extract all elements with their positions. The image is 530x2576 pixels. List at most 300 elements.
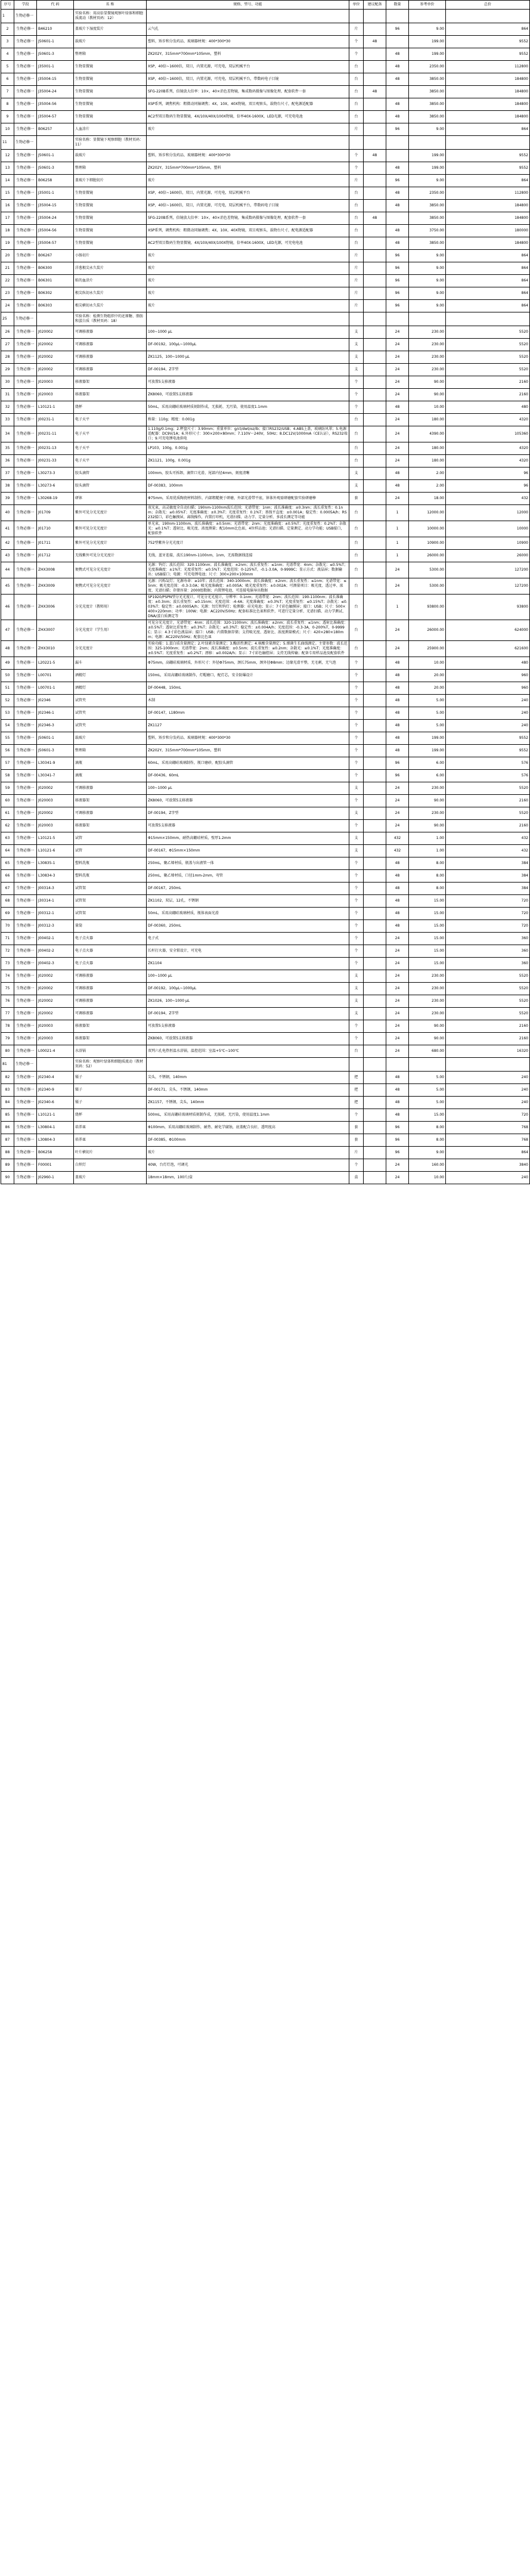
cell-code: J00402-1 [37, 933, 74, 945]
cell-total: 384 [446, 870, 530, 883]
cell-stage: 生物必修一 [14, 376, 37, 389]
cell-no: 1 [1, 10, 14, 23]
cell-recommended [364, 883, 386, 895]
cell-quantity: 96 [386, 275, 409, 287]
cell-no: 25 [1, 312, 14, 326]
cell-no: 73 [1, 958, 14, 970]
table-row [1, 641, 530, 657]
cell-total: 10000 [446, 521, 530, 537]
cell-unit-price: 15.00 [409, 958, 446, 970]
cell-unit-price: 90.00 [409, 376, 446, 389]
cell-spec: 玻片 [147, 175, 349, 187]
cell-unit: 个 [349, 908, 364, 920]
table-row [1, 770, 530, 782]
cell-stage: 生物必修一 [14, 262, 37, 275]
cell-name: 试管架 [74, 908, 147, 920]
cell-stage: 生物必修一 [14, 795, 37, 807]
cell-recommended [364, 1008, 386, 1020]
header-total: 总价 [446, 1, 530, 10]
cell-quantity: 24 [386, 493, 409, 505]
cell-spec: 长杆打火器，安全锁设计，可充电 [147, 945, 349, 958]
cell-unit-price: 199.00 [409, 36, 446, 48]
cell-unit: 个 [349, 150, 364, 162]
cell-unit: 台 [349, 426, 364, 442]
cell-recommended [364, 401, 386, 414]
cell-code [37, 312, 74, 326]
section-row [1, 136, 530, 150]
cell-total: 864 [446, 250, 530, 262]
cell-total: 240 [446, 720, 530, 732]
cell-unit: 台 [349, 111, 364, 123]
cell-recommended [364, 493, 386, 505]
cell-code: L30341-7 [37, 770, 74, 782]
cell-name: 生物显微镜 [74, 73, 147, 86]
cell-stage: 生物必修一 [14, 61, 37, 73]
cell-total: 184800 [446, 237, 530, 250]
cell-spec: DF-00192，100μL~1000μL [147, 983, 349, 995]
cell-unit: 个 [349, 401, 364, 414]
cell-recommended: 48 [364, 86, 386, 98]
cell-recommended [364, 695, 386, 707]
cell-name: 可调移液器 [74, 339, 147, 351]
cell-total: 112800 [446, 187, 530, 200]
cell-unit-price: 9.00 [409, 262, 446, 275]
cell-unit-price: 9.00 [409, 123, 446, 136]
cell-spec [147, 1058, 349, 1072]
cell-code: J35004-57 [37, 237, 74, 250]
cell-unit-price: 1.00 [409, 845, 446, 857]
cell-code: J00231-11 [37, 426, 74, 442]
cell-unit-price: 8.00 [409, 1122, 446, 1134]
cell-quantity: 48 [386, 707, 409, 720]
cell-recommended [364, 455, 386, 467]
cell-name: 可调移液器 [74, 970, 147, 983]
cell-unit: 个 [349, 732, 364, 745]
cell-unit-price: 3850.00 [409, 86, 446, 98]
cell-no: 5 [1, 61, 14, 73]
cell-no: 41 [1, 521, 14, 537]
cell-code: L30273-3 [37, 467, 74, 480]
cell-unit: 个 [349, 958, 364, 970]
cell-name: 便携式可见分光光度计 [74, 578, 147, 595]
table-row [1, 442, 530, 455]
cell-total: 96 [446, 467, 530, 480]
table-row [1, 578, 530, 595]
cell-no: 56 [1, 745, 14, 757]
cell-total: 2160 [446, 820, 530, 832]
cell-total: 5520 [446, 326, 530, 339]
cell-unit: 支 [349, 1008, 364, 1020]
cell-recommended [364, 480, 386, 493]
cell-unit: 支 [349, 995, 364, 1008]
cell-total: 10900 [446, 537, 530, 550]
table-row [1, 455, 530, 467]
cell-recommended [364, 426, 386, 442]
cell-total: 864 [446, 23, 530, 36]
cell-quantity: 24 [386, 958, 409, 970]
table-row [1, 467, 530, 480]
cell-name: 酒精灯 [74, 682, 147, 695]
cell-unit-price: 8.00 [409, 857, 446, 870]
cell-unit: 台 [349, 73, 364, 86]
table-row [1, 795, 530, 807]
cell-quantity: 24 [386, 970, 409, 983]
cell-total: 9552 [446, 732, 530, 745]
cell-spec: DF-00192，100μL~1000μL [147, 339, 349, 351]
cell-quantity: 48 [386, 467, 409, 480]
cell-spec: XSP，40倍~1600倍，双目，内置光源，可充电，双层机械平台，带数码电子目镜 [147, 200, 349, 212]
cell-spec: 100~1000 μL [147, 970, 349, 983]
cell-name: 培养皿 [74, 1134, 147, 1147]
cell-no: 21 [1, 262, 14, 275]
cell-stage: 生物必修一 [14, 1097, 37, 1109]
cell-recommended [364, 250, 386, 262]
cell-quantity: 24 [386, 442, 409, 455]
cell-code: J020003 [37, 820, 74, 832]
cell-name: 移液器架 [74, 376, 147, 389]
cell-total: 240 [446, 1172, 530, 1184]
cell-no: 68 [1, 895, 14, 908]
cell-total: 2160 [446, 1020, 530, 1033]
cell-no: 10 [1, 123, 14, 136]
cell-recommended [364, 578, 386, 595]
cell-no: 71 [1, 933, 14, 945]
cell-recommended [364, 745, 386, 757]
cell-no: 32 [1, 401, 14, 414]
cell-unit-price: 9.00 [409, 250, 446, 262]
cell-quantity: 96 [386, 757, 409, 770]
table-row [1, 150, 530, 162]
cell-code: J01709 [37, 505, 74, 521]
cell-stage: 生物必修一 [14, 832, 37, 845]
cell-no: 64 [1, 845, 14, 857]
cell-recommended [364, 339, 386, 351]
cell-unit-price: 199.00 [409, 732, 446, 745]
table-row [1, 720, 530, 732]
cell-unit: 台 [349, 61, 364, 73]
cell-code: J020002 [37, 970, 74, 983]
cell-spec [147, 10, 349, 23]
cell-unit [349, 312, 364, 326]
table-row [1, 682, 530, 695]
cell-quantity: 24 [386, 1020, 409, 1033]
cell-unit-price [409, 136, 446, 150]
cell-unit-price: 230.00 [409, 364, 446, 376]
cell-name: 可调移液器 [74, 995, 147, 1008]
cell-name: 载玻片 [74, 150, 147, 162]
cell-unit-price: 9.00 [409, 287, 446, 300]
cell-recommended [364, 720, 386, 732]
cell-no: 37 [1, 467, 14, 480]
cell-no: 70 [1, 920, 14, 933]
cell-spec: SFG-220B系列，倍镜放大倍率：10×，40×消色差物镜，集成数码摄像与图像处理，配套软件一套 [147, 86, 349, 98]
cell-no: 13 [1, 162, 14, 175]
cell-total: 576 [446, 770, 530, 782]
cell-code: J02346-3 [37, 720, 74, 732]
cell-unit-price: 230.00 [409, 351, 446, 364]
table-row [1, 262, 530, 275]
table-row [1, 857, 530, 870]
cell-total: 96 [446, 480, 530, 493]
cell-unit-price: 15.00 [409, 895, 446, 908]
cell-spec: 500mL，采用高硼硅玻璃材质刻制作成，无损耗、无污染，使用温度1.1mm [147, 1109, 349, 1122]
cell-quantity: 96 [386, 770, 409, 782]
cell-unit: 个 [349, 933, 364, 945]
cell-total: 240 [446, 707, 530, 720]
cell-name: 盖玻片下细胞切片 [74, 175, 147, 187]
cell-recommended [364, 111, 386, 123]
cell-code: J020003 [37, 795, 74, 807]
cell-recommended [364, 162, 386, 175]
cell-spec: 可放置5支移液器 [147, 820, 349, 832]
cell-stage: 生物必修一 [14, 123, 37, 136]
cell-recommended [364, 857, 386, 870]
cell-unit-price: 5300.00 [409, 562, 446, 578]
cell-spec: 玻片 [147, 287, 349, 300]
cell-no: 2 [1, 23, 14, 36]
cell-spec: XSP，40倍~1600倍，双目，内置光源，可充电，双层机械平台 [147, 187, 349, 200]
cell-spec: 实验功能：1.蛋白质含量测定；2.叶绿素含量测定；3.酶活性测定；4.核酸含量测定；5.细菌生长曲线测定。主要参数：波长范围：325-1000nm；光谱带宽：2nm；波长准确度：±0.5nm；波长重复性：≤0.2nm；杂散光：≤0.1%T；光度准确度：±0.5%T；光度重复性：≤0.2%T；漂移：≤0.002A/h；显示：7寸彩色触控屏；支持无线传输；配备专用样品池及配套软件 [147, 641, 349, 657]
cell-recommended [364, 782, 386, 795]
cell-quantity: 24 [386, 339, 409, 351]
cell-total: 180000 [446, 225, 530, 237]
cell-quantity: 24 [386, 620, 409, 641]
cell-unit: 把 [349, 1084, 364, 1097]
cell-unit-price: 5.00 [409, 1072, 446, 1084]
cell-code: J00402-3 [37, 958, 74, 970]
cell-unit-price: 5.00 [409, 1084, 446, 1097]
cell-recommended [364, 995, 386, 1008]
cell-quantity [386, 86, 409, 98]
cell-no: 88 [1, 1147, 14, 1159]
cell-code: J00231-1 [37, 414, 74, 426]
cell-unit: 支 [349, 970, 364, 983]
cell-quantity: 48 [386, 745, 409, 757]
cell-total: 432 [446, 493, 530, 505]
table-row [1, 595, 530, 620]
table-row [1, 339, 530, 351]
cell-stage: 生物必修一 [14, 933, 37, 945]
cell-no: 30 [1, 376, 14, 389]
cell-spec: ZK1102，双层，12孔，不锈钢 [147, 895, 349, 908]
cell-unit-price: 230.00 [409, 326, 446, 339]
cell-code: J50601-1 [37, 36, 74, 48]
cell-no: 63 [1, 832, 14, 845]
cell-recommended [364, 770, 386, 782]
cell-recommended [364, 505, 386, 521]
cell-recommended [364, 175, 386, 187]
cell-total: 360 [446, 945, 530, 958]
cell-recommended [364, 136, 386, 150]
cell-stage: 生物必修一 [14, 870, 37, 883]
cell-unit-price: 5.00 [409, 1097, 446, 1109]
header-row [1, 1, 530, 10]
cell-unit: 片 [349, 23, 364, 36]
cell-stage: 生物必修一 [14, 442, 37, 455]
table-row [1, 23, 530, 36]
cell-unit-price: 3750.00 [409, 225, 446, 237]
cell-stage: 生物必修一 [14, 275, 37, 287]
cell-quantity [386, 36, 409, 48]
cell-name: 试管夹 [74, 707, 147, 720]
cell-name: 移液器架 [74, 1020, 147, 1033]
cell-total: 384 [446, 857, 530, 870]
cell-unit-price: 180.00 [409, 442, 446, 455]
cell-unit: 片 [349, 262, 364, 275]
cell-quantity: 48 [386, 920, 409, 933]
cell-unit: 台 [349, 550, 364, 562]
cell-spec: 玻片 [147, 250, 349, 262]
table-row [1, 300, 530, 312]
table-row [1, 521, 530, 537]
cell-code: ZHX3008 [37, 562, 74, 578]
table-row [1, 1072, 530, 1084]
cell-name: 可调移液器 [74, 782, 147, 795]
cell-spec: ZK202Y，315mm*700mm*105mm，塑料 [147, 48, 349, 61]
cell-code: L30834-3 [37, 870, 74, 883]
cell-recommended [364, 376, 386, 389]
cell-code: B46210 [37, 23, 74, 36]
cell-quantity: 24 [386, 782, 409, 795]
table-row [1, 162, 530, 175]
cell-name: 生物显微镜 [74, 187, 147, 200]
cell-total: 12000 [446, 505, 530, 521]
cell-recommended [364, 1172, 386, 1184]
cell-no: 82 [1, 1072, 14, 1084]
cell-no: 83 [1, 1084, 14, 1097]
cell-name: 电子天平 [74, 442, 147, 455]
cell-code: J020002 [37, 339, 74, 351]
cell-spec: DF-00147，L180mm [147, 707, 349, 720]
cell-code: B06258 [37, 1147, 74, 1159]
cell-quantity: 48 [386, 200, 409, 212]
cell-no: 34 [1, 426, 14, 442]
cell-unit-price: 2350.00 [409, 61, 446, 73]
cell-unit: 片 [349, 300, 364, 312]
cell-stage: 生物必修一 [14, 111, 37, 123]
cell-name: 盖玻片下湿度装片 [74, 23, 147, 36]
cell-quantity: 48 [386, 225, 409, 237]
table-row [1, 670, 530, 682]
cell-spec: 塑料，矫步和分发药品、玻璃器材规：400*300*30 [147, 732, 349, 745]
cell-recommended [364, 920, 386, 933]
table-row [1, 1084, 530, 1097]
cell-name: 镊子 [74, 1072, 147, 1084]
cell-no: 77 [1, 1008, 14, 1020]
cell-recommended [364, 670, 386, 682]
cell-unit-price: 15.00 [409, 933, 446, 945]
cell-unit: 个 [349, 945, 364, 958]
cell-total: 5520 [446, 782, 530, 795]
cell-name: 可调移液器 [74, 351, 147, 364]
cell-recommended [364, 1084, 386, 1097]
cell-name: 可调移液器 [74, 326, 147, 339]
cell-code: J35004-15 [37, 73, 74, 86]
cell-stage: 生物必修一 [14, 695, 37, 707]
cell-spec: DF-00360，250mL [147, 920, 349, 933]
table-row [1, 364, 530, 376]
cell-stage: 生物必修一 [14, 807, 37, 820]
cell-stage: 生物必修一 [14, 895, 37, 908]
cell-total: 3840 [446, 1159, 530, 1172]
cell-quantity: 96 [386, 300, 409, 312]
cell-code: ZHX3010 [37, 641, 74, 657]
cell-code: L30804-1 [37, 1122, 74, 1134]
cell-stage: 生物必修一 [14, 770, 37, 782]
cell-quantity: 96 [386, 1147, 409, 1159]
table-row [1, 562, 530, 578]
cell-no: 62 [1, 820, 14, 832]
cell-quantity: 48 [386, 883, 409, 895]
cell-unit-price: 2.00 [409, 467, 446, 480]
cell-spec: ZK8060，可放置5支移液器 [147, 1033, 349, 1045]
cell-unit: 支 [349, 983, 364, 995]
cell-total: 720 [446, 920, 530, 933]
cell-unit-price: 90.00 [409, 1033, 446, 1045]
cell-total: 864 [446, 123, 530, 136]
cell-recommended [364, 895, 386, 908]
cell-no: 22 [1, 275, 14, 287]
cell-code: J35001-1 [37, 187, 74, 200]
cell-recommended [364, 389, 386, 401]
cell-stage: 生物必修一 [14, 595, 37, 620]
cell-recommended: 48 [364, 36, 386, 48]
cell-quantity [386, 212, 409, 225]
cell-unit: 台 [349, 442, 364, 455]
cell-no: 57 [1, 757, 14, 770]
cell-spec: Φ100mm，采用高硼硅玻璃制作，耐热、耐化学腐蚀，底盖配合良好，透明度高 [147, 1122, 349, 1134]
cell-unit: 个 [349, 745, 364, 757]
cell-total: 624000 [446, 620, 530, 641]
table-row [1, 61, 530, 73]
cell-unit-price: 20.00 [409, 682, 446, 695]
cell-total: 480 [446, 401, 530, 414]
cell-spec [147, 312, 349, 326]
table-row [1, 883, 530, 895]
cell-total: 864 [446, 175, 530, 187]
cell-stage: 生物必修一 [14, 364, 37, 376]
cell-recommended [364, 657, 386, 670]
cell-total: 960 [446, 682, 530, 695]
cell-total: 5520 [446, 1008, 530, 1020]
cell-total: 184800 [446, 73, 530, 86]
cell-spec: DF-00171，尖头，不锈钢，140mm [147, 1084, 349, 1097]
cell-recommended [364, 1134, 386, 1147]
header-unit-price: 参考单价 [409, 1, 446, 10]
cell-unit: 个 [349, 695, 364, 707]
cell-stage: 生物必修一 [14, 1058, 37, 1072]
table-row [1, 187, 530, 200]
cell-stage: 生物必修一 [14, 505, 37, 521]
cell-code: J00312-1 [37, 908, 74, 920]
cell-unit-price: 10.00 [409, 657, 446, 670]
section-row [1, 312, 530, 326]
cell-total: 5520 [446, 339, 530, 351]
cell-recommended [364, 562, 386, 578]
cell-no: 6 [1, 73, 14, 86]
cell-name: 培养皿 [74, 1122, 147, 1134]
cell-no: 61 [1, 807, 14, 820]
cell-no: 42 [1, 537, 14, 550]
cell-name: 生物显微镜 [74, 237, 147, 250]
cell-quantity: 48 [386, 401, 409, 414]
cell-name: 分光光度计 [74, 641, 147, 657]
cell-total: 5520 [446, 995, 530, 1008]
cell-quantity: 48 [386, 1084, 409, 1097]
cell-recommended [364, 123, 386, 136]
cell-quantity: 48 [386, 657, 409, 670]
section-row [1, 10, 530, 23]
